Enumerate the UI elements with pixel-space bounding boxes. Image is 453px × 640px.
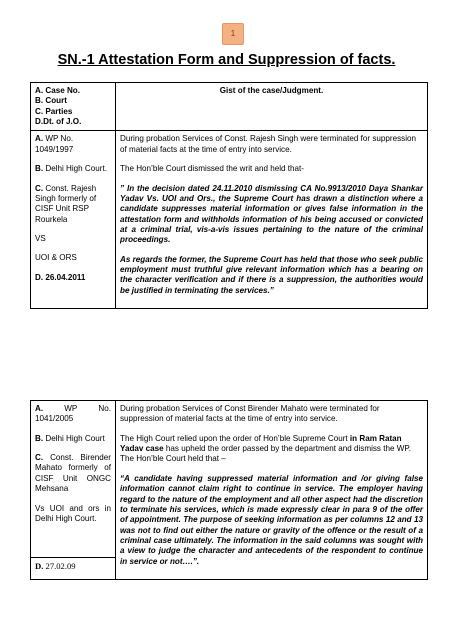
table-row — [31, 401, 428, 558]
page-number-badge: 1 — [222, 23, 244, 45]
header-gist: Gist of the case/Judgment. — [116, 83, 428, 131]
gist-para-2: The Hon’ble Court dismissed the writ and held that- — [120, 164, 304, 174]
case-table-1 — [30, 82, 428, 309]
parties: C. Const. Rajesh Singh formerly of CISF Unit RSP Rourkela — [35, 183, 97, 224]
court-name: B. Delhi High Court — [35, 433, 105, 443]
header-date: D.Dt. of J.O. — [35, 117, 82, 127]
case-table-2 — [30, 400, 428, 580]
gist-quote: “A candidate having suppressed material information and /or giving false information cannot claim right to continue in service. The employer having regard to the nature of the employment and all other aspect had the discretion to terminate his services, which is made expressly clear in para 9 of the offer of appointment. The purpose of seeking information as per columns 12 and 13 was not to find out either the nature or gravity of the offence or the result of a criminal case ultimately. The information in the said columns was sought with a view to judge the character and antecedents of the respondent to continue in service or not….”. — [120, 473, 423, 566]
gist-quote-2: As regards the former, the Supreme Court has held that those who seek public employment must truthful give relevant information which has a bearing on the character verification and if there is a suppression, the authorities would be justified in terminating the services.” — [120, 254, 423, 295]
table-row — [31, 131, 428, 309]
case-number: A. WP No. 1049/1997 — [35, 134, 74, 154]
page-title: SN.-1 Attestation Form and Suppression of facts. — [57, 52, 396, 68]
parties: C. Const. Birender Mahato formerly of CISF Unit ONGC Mehsana — [35, 453, 112, 494]
gist-para-1: During probation Services of Const Birender Mahato were terminated for suppression of material facts at the time of entry into service. — [120, 404, 380, 424]
gist-cell — [116, 401, 428, 580]
header-case-no: A. Case No. — [35, 86, 80, 95]
table-header-row — [31, 83, 428, 131]
court-name: B. Delhi High Court. — [35, 164, 107, 174]
gist-quote-1: ” In the decision dated 24.11.2010 dismissing CA No.9913/2010 Daya Shankar Yadav Vs. UOI and Ors., the Supreme Court has drawn a distinction where a candidate suppresses material information or gives false information in the attestation form and withholds information of his being accused or convicted at a criminal trial, vis-a-vis issues pertaining to the nature of the criminal proceedings. — [120, 183, 423, 245]
header-left-cell — [31, 83, 116, 131]
gist-cell — [116, 131, 428, 309]
case-number: A. WP No. 1041/2005 — [35, 404, 111, 424]
judgment-date: D. 27.02.09 — [31, 557, 116, 579]
respondent: Vs UOI and ors in Delhi High Court. — [35, 503, 111, 523]
case-meta-cell — [31, 131, 116, 309]
header-parties: C. Parties — [35, 106, 73, 116]
gist-para-2: The High Court relied upon the order of Hon’ble Supreme Court in Ram Ratan Yadav case has upheld the order passed by the department and dismiss the WP. The Hon’ble Court held that – — [120, 433, 411, 464]
gist-para-1: During probation Services of Const. Rajesh Singh were terminated for suppression of material facts at the time of entry into service. — [120, 134, 417, 154]
versus: VS — [35, 233, 46, 243]
header-court: B. Court — [35, 96, 67, 106]
respondent: UOI & ORS — [35, 253, 77, 263]
judgment-date: D. 26.04.2011 — [35, 272, 86, 282]
case-meta-cell — [31, 401, 116, 558]
